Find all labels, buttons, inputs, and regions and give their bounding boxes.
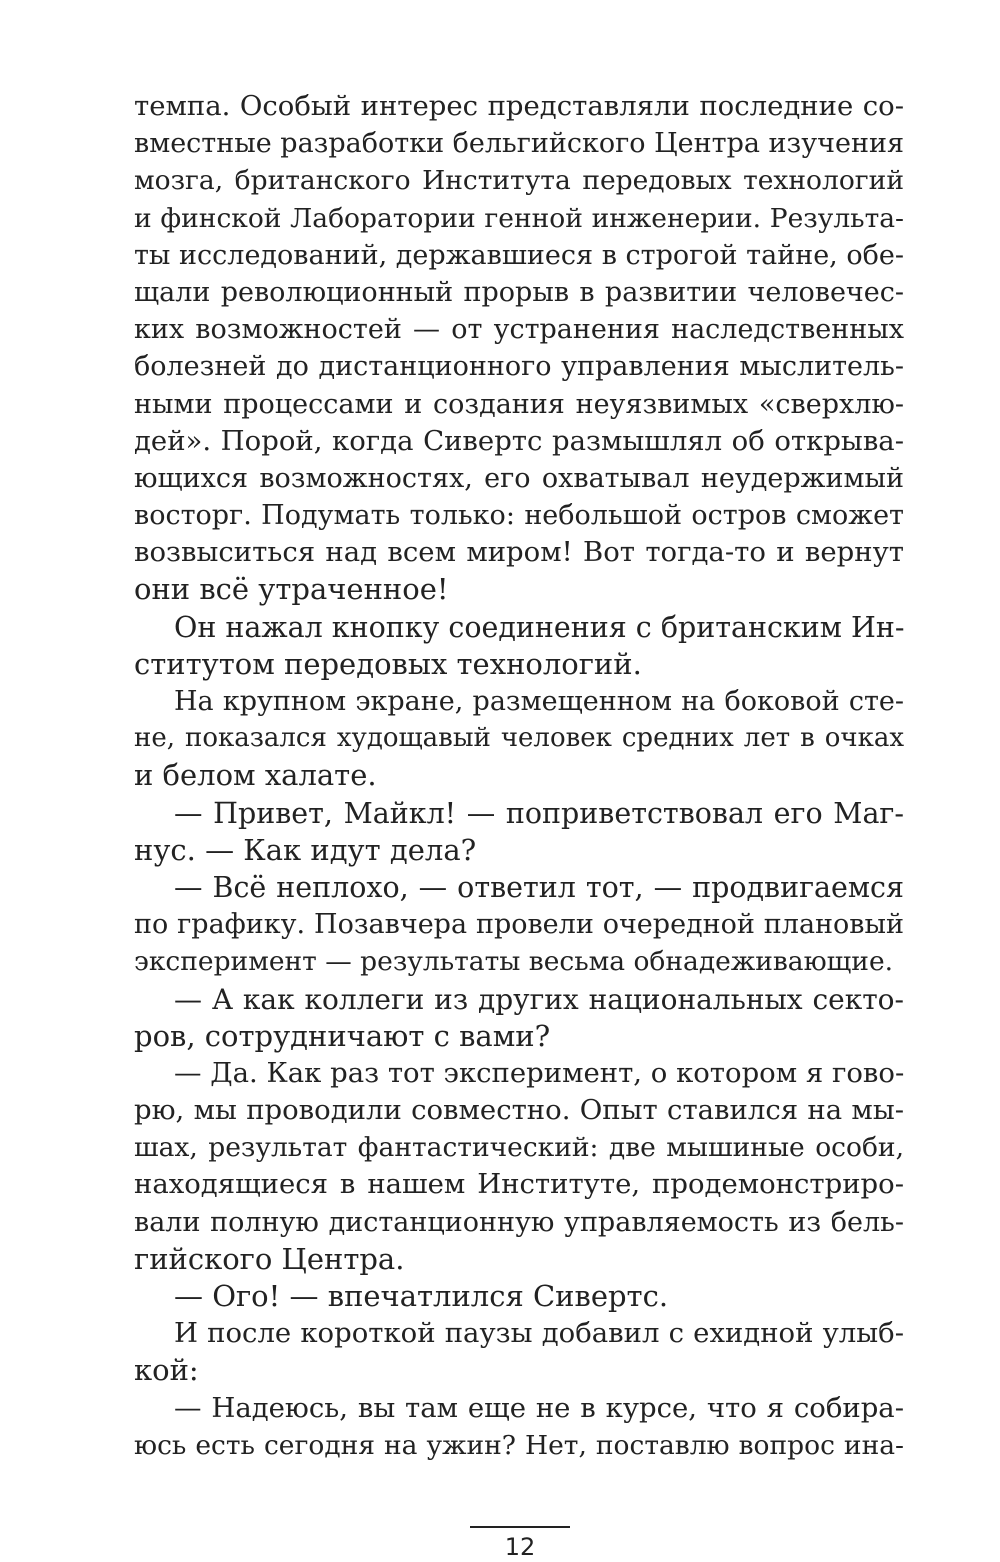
text-line: и финской Лаборатории генной инженерии. Результа- [134,202,904,234]
text-line: по графику. Позавчера провели очередной плановый [134,909,904,941]
text-line: ров, сотрудничают с вами? [134,1018,551,1053]
text-line: юсь есть сегодня на ужин? Нет, поставлю вопрос ина- [134,1429,904,1461]
text-line: И после короткой паузы добавил с ехидной улыб- [174,1317,904,1350]
text-line: Он нажал кнопку соединения с британским Ин- [174,610,905,644]
text-line: болезней до дистанционного управления мыслитель- [134,351,904,383]
text-line: ющихся возможностях, его охватывал неудержимый [134,462,904,494]
text-line: — Да. Как раз тот эксперимент, о котором я гово- [174,1056,905,1089]
text-line: — Привет, Майкл! — поприветствовал его Маг- [174,796,904,830]
text-line: — Ого! — впечатлился Сивертс. [174,1279,669,1313]
text-line: эксперимент — результаты весьма обнадеживающие. [134,946,894,978]
text-line: восторг. Подумать только: небольшой остров сможет [134,500,904,532]
text-line: темпа. Особый интерес представляли последние со- [134,90,904,122]
text-line: На крупном экране, размещенном на боковой сте- [174,686,904,717]
text-line: они всё утраченное! [134,572,449,607]
body-text [134,88,904,1464]
text-line: находящиеся в нашем Институте, продемонстриро- [134,1168,904,1201]
text-line: вместные разработки бельгийского Центра изучения [134,128,905,160]
text-line: ких возможностей — от устранения наследственных [134,314,904,346]
text-line: рю, мы проводили совместно. Опыт ставился на мы- [134,1094,904,1127]
text-line: возвыситься над всем миром! Вот тогда-то и вернут [134,536,904,569]
text-line: дей». Порой, когда Сивертс размышлял об открыва- [134,424,904,457]
page-number: 12 [504,1533,536,1561]
text-line: — А как коллеги из других национальных секто- [174,982,904,1016]
text-line: кой: [134,1353,199,1388]
text-line: нус. — Как идут дела? [134,832,477,867]
text-line: — Всё неплохо, — ответил тот, — продвигаемся [174,870,904,904]
text-line: мозга, британского Института передовых технологий [134,165,904,197]
text-line: ными процессами и создания неуязвимых «сверхлю- [134,388,904,420]
text-line: вали полную дистанционную управляемость из бель- [134,1206,904,1238]
text-line: щали революционный прорыв в развитии человечес- [134,276,904,308]
text-line: — Надеюсь, вы там еще не в курсе, что я собира- [174,1391,904,1424]
text-line: гийского Центра. [134,1241,405,1276]
text-line: шах, результат фантастический: две мышиные особи, [134,1132,904,1164]
text-line: и белом халате. [134,758,377,793]
text-line: ты исследований, державшиеся в строгой тайне, обе- [134,239,904,271]
footer-divider [470,1526,570,1528]
text-line: не, показался худощавый человек средних лет в очках [134,723,904,754]
text-line: ститутом передовых технологий. [134,646,642,681]
